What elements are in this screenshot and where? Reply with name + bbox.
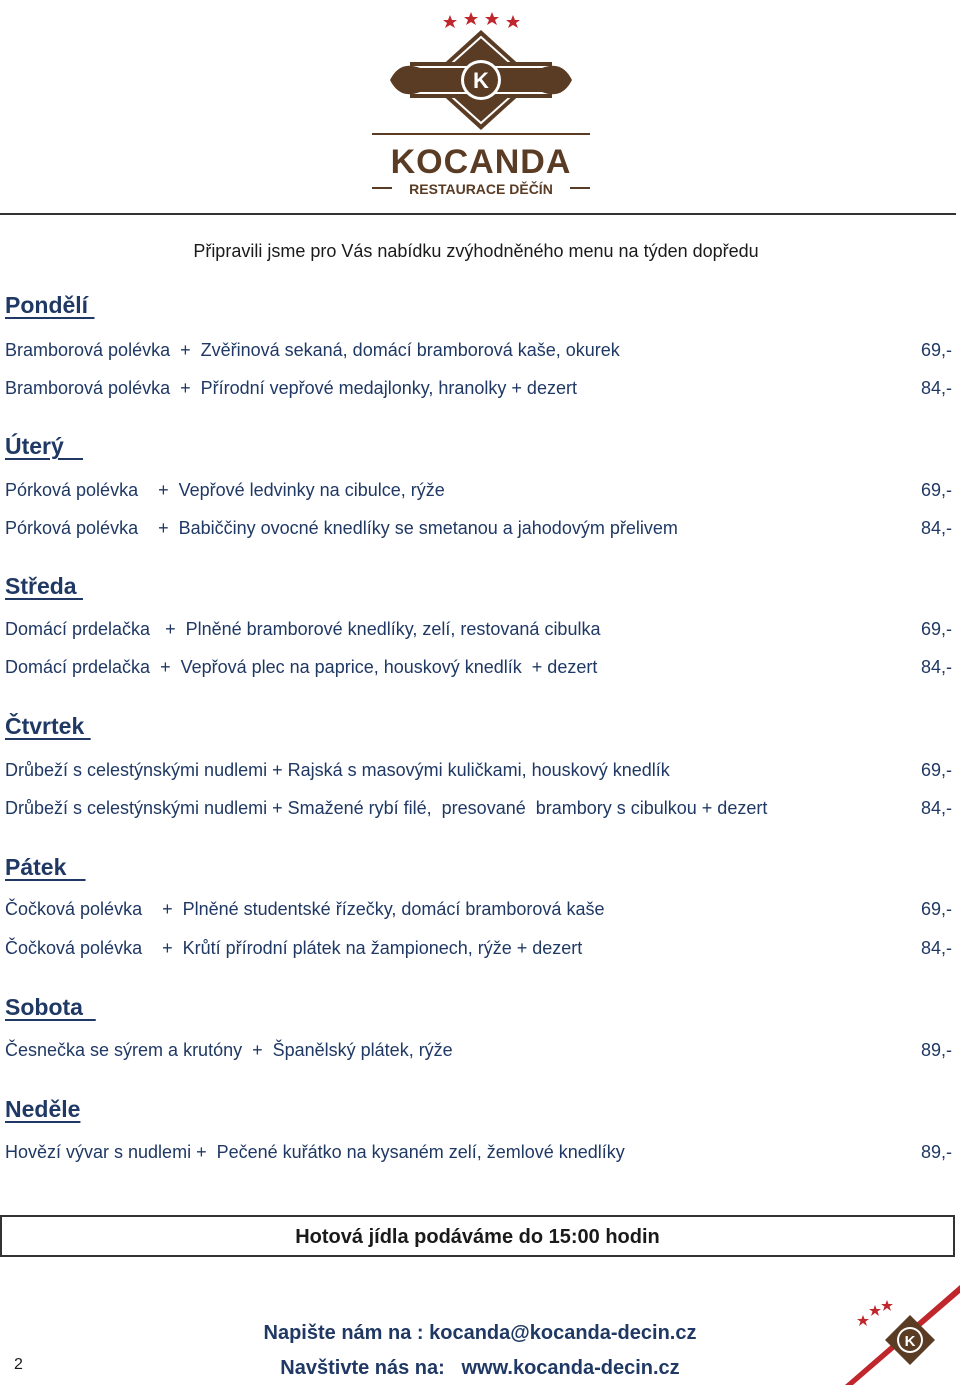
dish-name: Česnečka se sýrem a krutóny + Španělský plátek, rýže	[5, 1040, 453, 1060]
opening-notice: Hotová jídla podáváme do 15:00 hodin	[0, 1215, 955, 1257]
day-heading-sunday: Neděle	[5, 1096, 81, 1122]
dish-price: 69,-	[920, 619, 952, 639]
dish-name: Bramborová polévka + Přírodní vepřové medajlonky, hranolky + dezert	[5, 378, 577, 398]
menu-row	[5, 518, 952, 581]
svg-text:K: K	[904, 1333, 916, 1350]
day-heading-saturday: Sobota	[5, 994, 96, 1020]
contact-email-line[interactable]: Napište nám na : kocanda@kocanda-decin.cz	[263, 1322, 697, 1344]
menu-row	[5, 1142, 952, 1205]
intro-text	[0, 241, 952, 262]
dish-price: 84,-	[920, 798, 952, 818]
kocanda-logo	[370, 10, 592, 200]
dish-name: Drůbeží s celestýnskými nudlemi + Rajská s masovými kuličkami, houskový knedlík	[5, 760, 670, 780]
day-heading-thursday: Čtvrtek	[5, 713, 91, 739]
dish-price: 84,-	[920, 938, 952, 958]
stars-icon	[443, 12, 520, 28]
dish-name: Drůbeží s celestýnskými nudlemi + Smažené rybí filé, presované brambory s cibulkou + dezert	[5, 798, 768, 818]
dish-price: 84,-	[920, 657, 952, 677]
dish-name: Čočková polévka + Krůtí přírodní plátek na žampionech, rýže + dezert	[5, 938, 583, 958]
svg-text:KOCANDA: KOCANDA	[390, 143, 572, 181]
menu-row	[5, 1040, 952, 1103]
header-divider	[0, 213, 956, 215]
dish-name: Pórková polévka + Vepřové ledvinky na cibulce, rýže	[5, 480, 445, 500]
dish-price: 89,-	[920, 1142, 952, 1162]
dish-price: 69,-	[920, 760, 952, 780]
dish-price: 69,-	[920, 899, 952, 919]
dish-name: Pórková polévka + Babiččiny ovocné knedlíky se smetanou a jahodovým přelivem	[5, 518, 678, 538]
dish-price: 69,-	[920, 340, 952, 360]
corner-logo	[845, 1285, 960, 1385]
contact-website-line[interactable]: Navštivte nás na: www.kocanda-decin.cz	[280, 1357, 680, 1379]
day-heading-friday: Pátek	[5, 854, 86, 880]
menu-row	[5, 938, 952, 1001]
dish-name: Domácí prdelačka + Vepřová plec na paprice, houskový knedlík + dezert	[5, 657, 598, 677]
dish-price: 84,-	[920, 378, 952, 398]
menu-row	[5, 798, 952, 861]
svg-text:K: K	[473, 68, 489, 93]
stars-icon	[857, 1300, 893, 1326]
dish-price: 89,-	[920, 1040, 952, 1060]
intro-label: Připravili jsme pro Vás nabídku zvýhodněného menu na týden dopředu	[193, 241, 759, 261]
dish-name: Bramborová polévka + Zvěřinová sekaná, domácí bramborová kaše, okurek	[5, 340, 620, 360]
day-heading-monday: Pondělí	[5, 292, 95, 318]
menu-row	[5, 378, 952, 441]
day-heading-tuesday: Úterý	[5, 433, 83, 459]
svg-text:RESTAURACE DĚČÍN: RESTAURACE DĚČÍN	[409, 181, 553, 197]
dish-name: Čočková polévka + Plněné studentské řízečky, domácí bramborová kaše	[5, 899, 605, 919]
dish-price: 69,-	[920, 480, 952, 500]
day-heading-wednesday: Středa	[5, 573, 83, 599]
page-number: 2	[14, 1356, 23, 1373]
dish-name: Domácí prdelačka + Plněné bramborové knedlíky, zelí, restovaná cibulka	[5, 619, 601, 639]
dish-price: 84,-	[920, 518, 952, 538]
dish-name: Hovězí vývar s nudlemi + Pečené kuřátko na kysaném zelí, žemlové knedlíky	[5, 1142, 625, 1162]
menu-row	[5, 657, 952, 720]
